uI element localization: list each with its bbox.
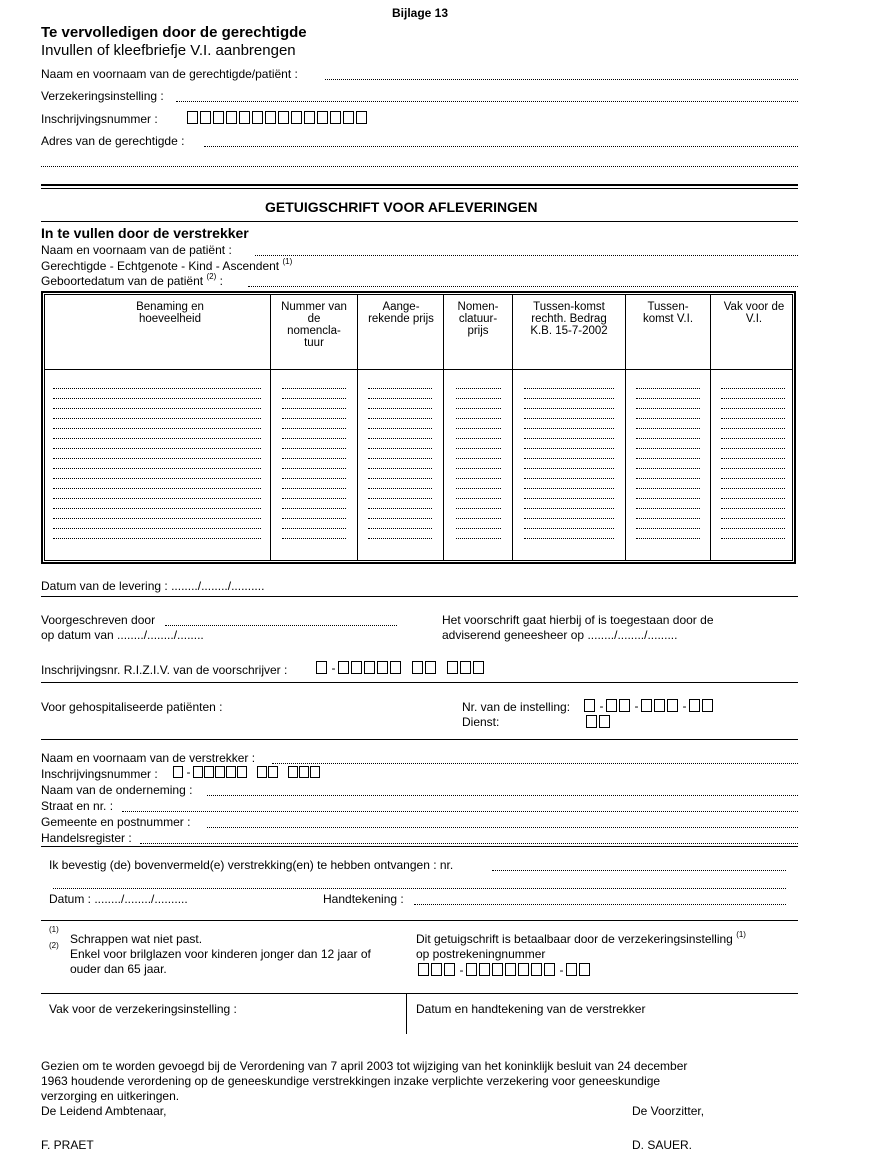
postal-account-boxes[interactable]: - - (418, 963, 592, 976)
provider-fill-heading: In te vullen door de verstrekker (41, 225, 249, 241)
footer-line-3: verzorging en uitkeringen. (41, 1089, 180, 1103)
table-header-insurer-box: Vak voor de V.I. (723, 301, 785, 326)
table-header-entitled-amount: Tussen-komst rechth. Bedrag K.B. 15-7-2002 (530, 301, 608, 338)
riziv-number-boxes[interactable]: - (316, 661, 486, 674)
note-1-text: Schrappen wat niet past. (70, 932, 203, 946)
table-header-rule (44, 369, 793, 370)
section-rule (41, 188, 798, 189)
provider-registration-label: Inschrijvingsnummer : (41, 767, 158, 781)
beneficiary-registration-boxes[interactable] (187, 111, 369, 124)
advisory-doctor-date[interactable]: adviserend geneesheer op ......../......../......... (442, 628, 678, 642)
table-col-divider (270, 294, 271, 561)
section-rule (41, 739, 798, 740)
address-label: Adres van de gerechtigde : (41, 134, 185, 148)
footer-line-1: Gezien om te worden gevoegd bij de Verordening van 7 april 2003 tot wijziging van het koninklijk besluit van 24 december (41, 1059, 688, 1073)
municipality-field[interactable] (207, 827, 798, 828)
confirmation-number-field-2[interactable] (53, 888, 786, 889)
table-col-divider (512, 294, 513, 561)
relation-label: Gerechtigde - Echtgenote - Kind - Ascendent $^{(1)}$ (41, 257, 293, 273)
table-header-number: Nummer van de nomencla-tuur (281, 301, 347, 350)
table-header-name: Benaming en hoeveelheid (136, 301, 204, 326)
table-column-entries[interactable] (721, 379, 785, 539)
patient-name-field[interactable] (255, 255, 798, 256)
chairman-title: De Voorzitter, (632, 1104, 705, 1118)
note-2-text-cont: ouder dan 65 jaar. (70, 962, 167, 976)
institution-number-label: Nr. van de instelling: (462, 700, 571, 714)
prescription-attached-text: Het voorschrift gaat hierbij of is toegestaan door de (442, 613, 714, 627)
table-col-divider (443, 294, 444, 561)
beneficiary-subheading: Invullen of kleefbriefje V.I. aanbrengen (41, 42, 296, 59)
delivery-date[interactable]: Datum van de levering : ......../......../.......... (41, 579, 265, 593)
table-col-divider (710, 294, 711, 561)
signature-label: Handtekening : (323, 892, 404, 906)
municipality-label: Gemeente en postnummer : (41, 815, 191, 829)
official-title: De Leidend Ambtenaar, (41, 1104, 167, 1118)
table-column-entries[interactable] (636, 379, 700, 539)
note-2-text: Enkel voor brilglazen voor kinderen jonger dan 12 jaar of (70, 947, 371, 961)
section-rule (41, 184, 798, 186)
insurer-box-label: Vak voor de verzekeringsinstelling : (49, 1002, 237, 1016)
company-name-label: Naam van de onderneming : (41, 783, 193, 797)
provider-sign-label: Datum en handtekening van de verstrekker (416, 1002, 646, 1016)
confirmation-number-field[interactable] (492, 870, 786, 871)
bottom-divider (406, 994, 407, 1034)
provider-name-field[interactable] (272, 763, 798, 764)
certificate-title: GETUIGSCHRIFT VOOR AFLEVERINGEN (265, 199, 538, 215)
company-name-field[interactable] (207, 795, 798, 796)
beneficiary-registration-label: Inschrijvingsnummer : (41, 112, 158, 126)
table-col-divider (357, 294, 358, 561)
payable-text: Dit getuigschrift is betaalbaar door de verzekeringsinstelling $^{(1)}$ (416, 930, 746, 946)
postal-account-label: op postrekeningnummer (416, 947, 546, 961)
table-column-entries[interactable] (456, 379, 501, 539)
table-column-entries[interactable] (53, 379, 261, 539)
birthdate-field[interactable] (248, 286, 798, 287)
confirmation-date[interactable]: Datum : ......../......../.......... (49, 892, 188, 906)
service-label: Dienst: (462, 715, 500, 729)
address-field-2[interactable] (41, 166, 798, 167)
provider-name-label: Naam en voornaam van de verstrekker : (41, 751, 256, 765)
street-label: Straat en nr. : (41, 799, 114, 813)
provider-registration-boxes[interactable]: - (173, 766, 321, 778)
trade-register-field[interactable] (140, 843, 798, 844)
table-column-entries[interactable] (282, 379, 346, 539)
section-rule (41, 993, 798, 994)
birthdate-label: Geboortedatum van de patiënt $^{(2)}$ : (41, 272, 223, 288)
insurer-label: Verzekeringsinstelling : (41, 89, 164, 103)
institution-number-boxes[interactable]: - - - (584, 699, 715, 712)
table-header-insurer-share: Tussen-komst V.I. (642, 301, 694, 326)
street-field[interactable] (122, 811, 798, 812)
confirmation-text: Ik bevestig (de) bovenvermeld(e) verstrekking(en) te hebben ontvangen : nr. (49, 858, 454, 872)
beneficiary-name-label: Naam en voornaam van de gerechtigde/patiënt : (41, 67, 298, 81)
annex-label: Bijlage 13 (392, 6, 449, 20)
footer-line-2: 1963 houdende verordening op de geneeskundige verstrekkingen inzake verplichte verzekering voor geneeskundige (41, 1074, 661, 1088)
table-col-divider (625, 294, 626, 561)
service-boxes[interactable] (586, 715, 612, 728)
section-rule (41, 682, 798, 683)
beneficiary-name-field[interactable] (325, 79, 798, 80)
riziv-label: Inschrijvingsnr. R.I.Z.I.V. van de voorschrijver : (41, 663, 288, 677)
trade-register-label: Handelsregister : (41, 831, 132, 845)
note-1-mark: (1) (49, 925, 59, 934)
prescribed-by-label: Voorgeschreven door (41, 613, 156, 627)
signature-field[interactable] (414, 904, 786, 905)
table-header-nomenclature-price: Nomen-clatuur-prijs (457, 301, 499, 338)
section-rule (41, 920, 798, 921)
table-column-entries[interactable] (524, 379, 614, 539)
prescription-date[interactable]: op datum van ......../......../........ (41, 628, 204, 642)
chairman-name: D. SAUER. (632, 1138, 693, 1152)
insurer-field[interactable] (176, 101, 798, 102)
table-header-charged-price: Aange-rekende prijs (368, 301, 434, 326)
patient-name-label: Naam en voornaam van de patiënt : (41, 243, 232, 257)
hospitalised-label: Voor gehospitaliseerde patiënten : (41, 700, 223, 714)
prescribed-by-field[interactable] (165, 625, 397, 626)
beneficiary-heading: Te vervolledigen door de gerechtigde (41, 24, 307, 41)
title-rule (41, 221, 798, 222)
table-column-entries[interactable] (368, 379, 432, 539)
address-field[interactable] (204, 146, 798, 147)
official-name: F. PRAET (41, 1138, 94, 1152)
section-rule (41, 596, 798, 597)
section-rule (41, 846, 798, 847)
note-2-mark: (2) (49, 941, 59, 950)
